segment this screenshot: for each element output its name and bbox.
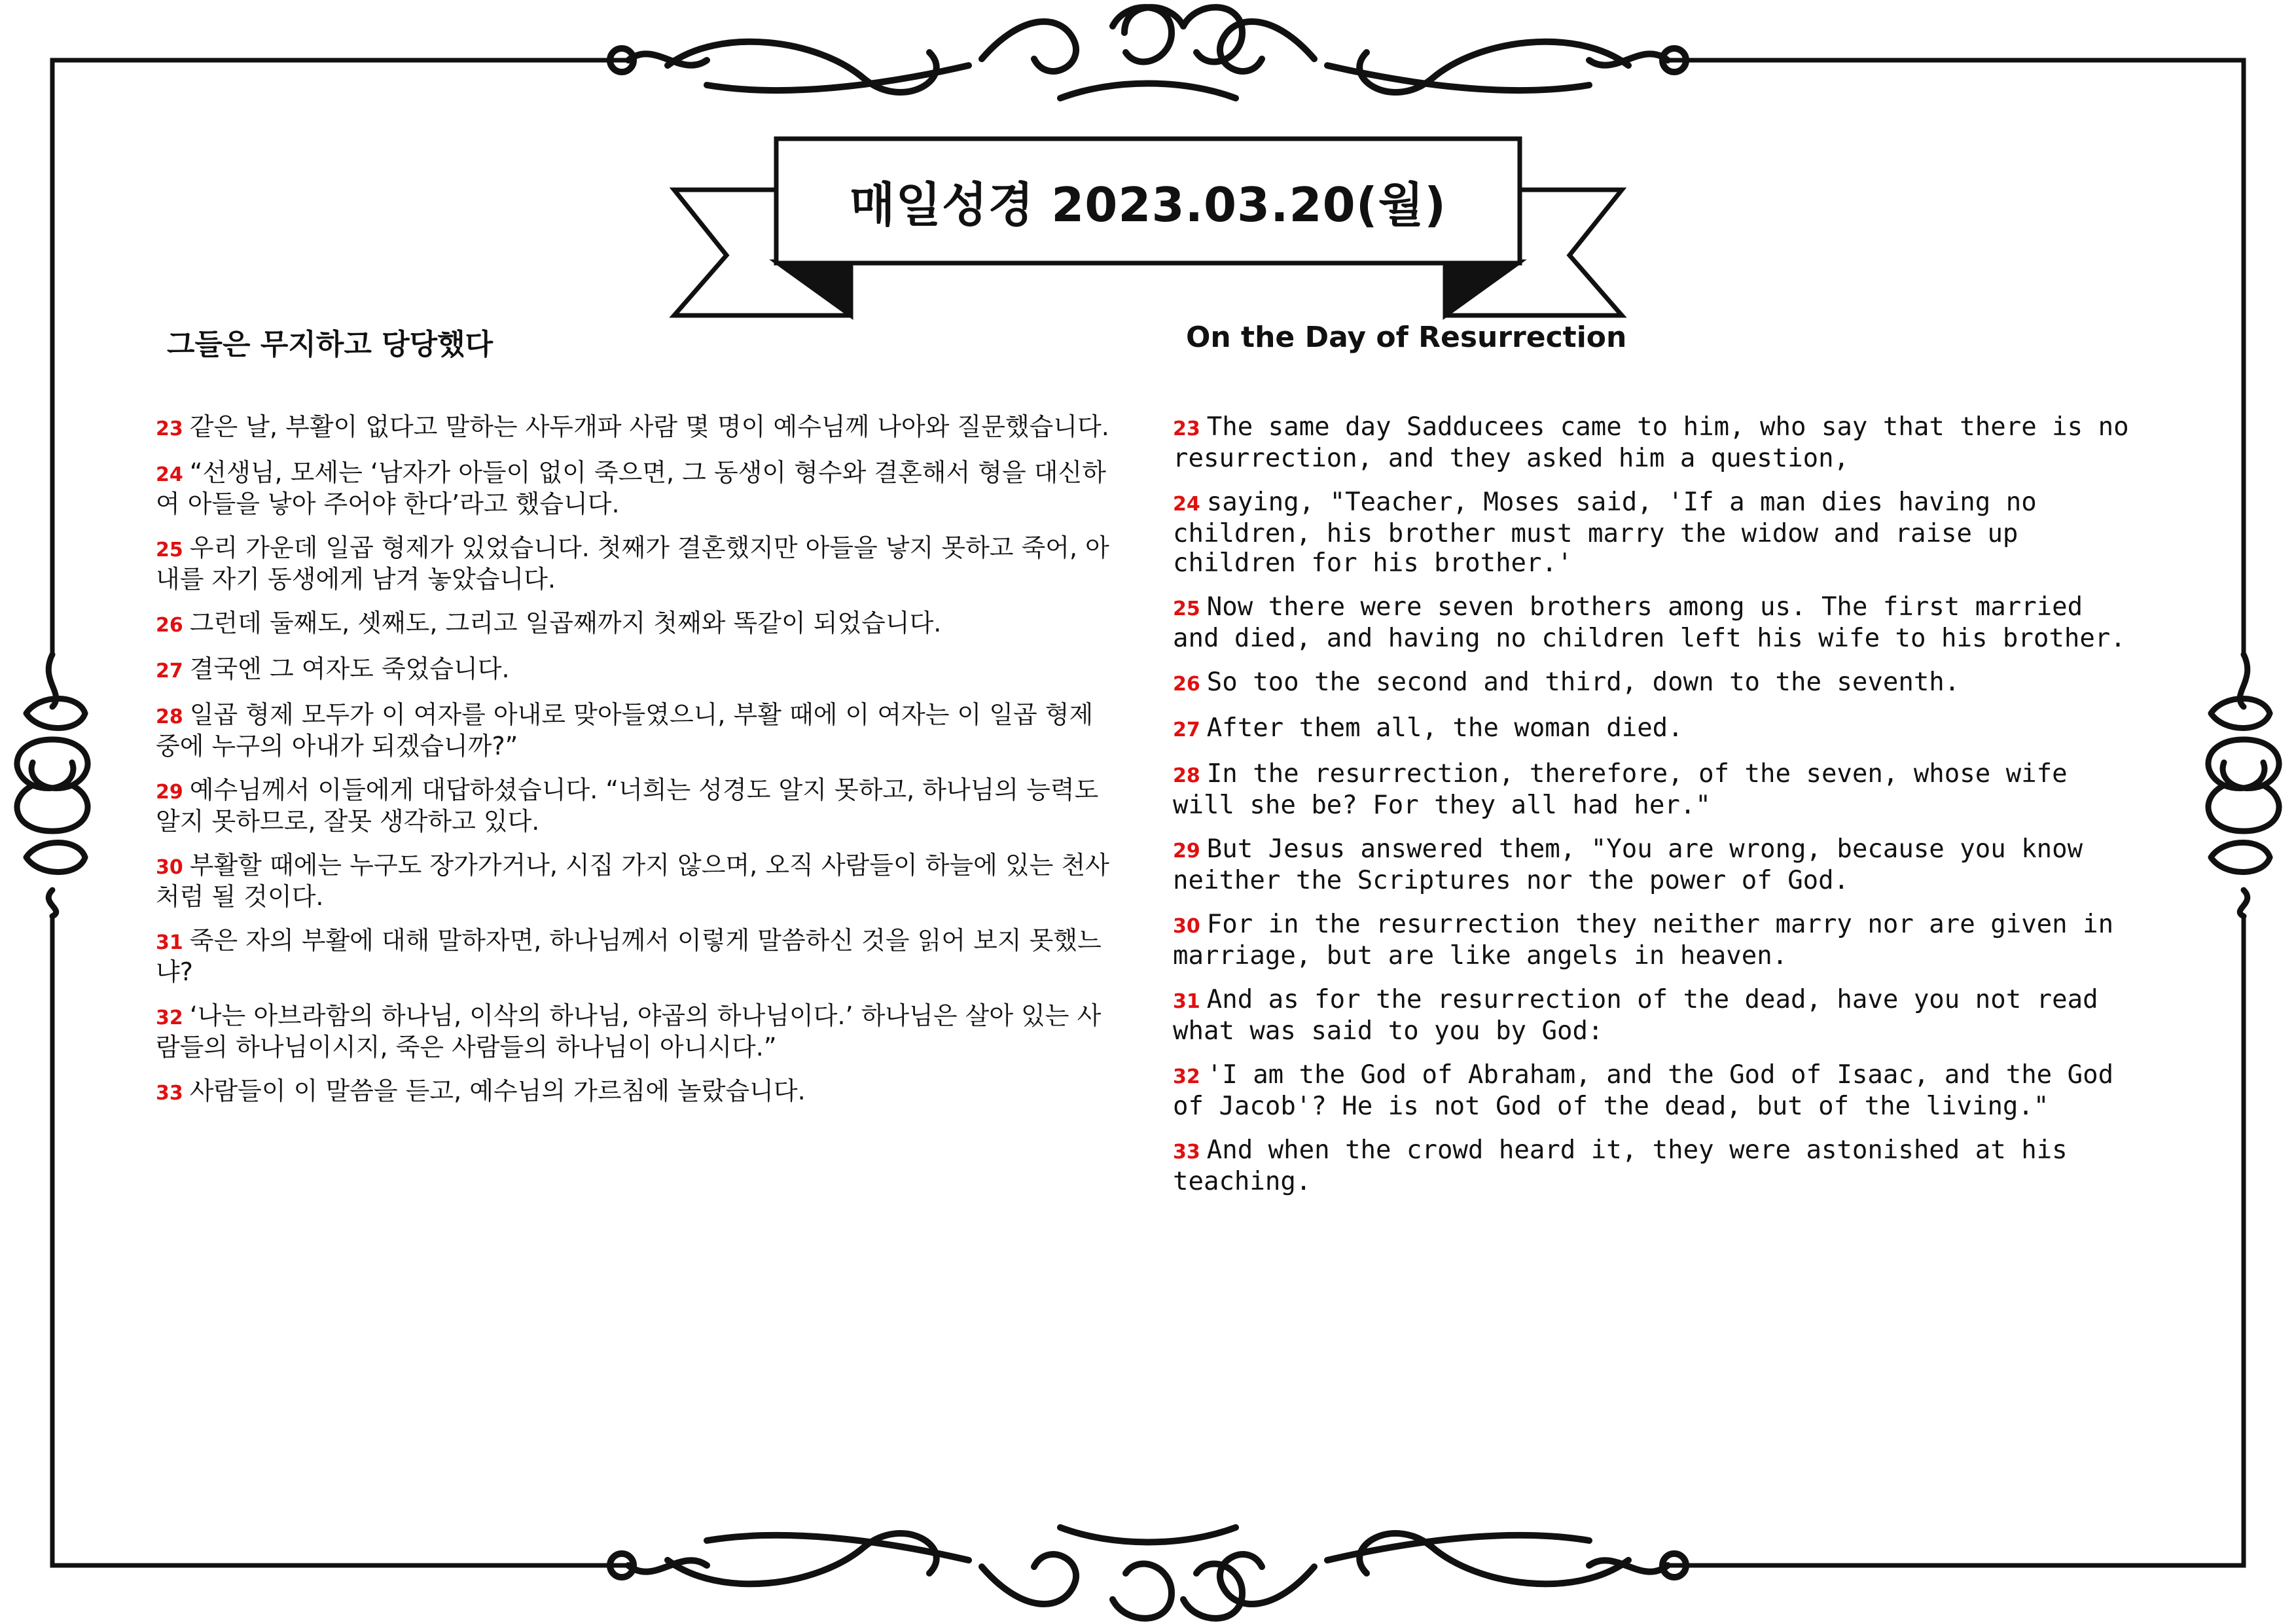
verse-number: 24	[156, 463, 183, 486]
verse-text: Now there were seven brothers among us. The first married and died, and having no children left his wife to his brother.	[1173, 592, 2126, 653]
english-verse-26	[1173, 668, 2142, 699]
korean-verse-28	[156, 700, 1111, 761]
english-verse-31	[1173, 985, 2142, 1046]
english-verse-29	[1173, 834, 2142, 895]
verse-text: But Jesus answered them, "You are wrong, because you know neither the Scriptures nor the power of God.	[1173, 834, 2083, 895]
english-verse-28	[1173, 759, 2142, 820]
korean-verse-29	[156, 776, 1111, 836]
verse-text: 예수님께서 이들에게 대답하셨습니다. “너희는 성경도 알지 못하고, 하나님의 능력도 알지 못하므로, 잘못 생각하고 있다.	[156, 776, 1099, 836]
english-verse-32	[1173, 1060, 2142, 1121]
english-verse-33	[1173, 1135, 2142, 1196]
korean-verse-30	[156, 851, 1111, 912]
verse-number: 23	[1173, 418, 1200, 440]
verse-number: 28	[1173, 764, 1200, 787]
verse-text: 결국엔 그 여자도 죽었습니다.	[189, 654, 510, 683]
korean-verse-column	[156, 412, 1111, 1122]
verse-number: 27	[156, 660, 183, 683]
verse-text: So too the second and third, down to the seventh.	[1206, 668, 1960, 697]
scroll-flourish-bottom-icon	[610, 1527, 1686, 1618]
verse-text: And as for the resurrection of the dead, have you not read what was said to you by God:	[1173, 985, 2098, 1046]
verse-number: 25	[156, 539, 183, 562]
verse-number: 29	[1173, 840, 1200, 863]
verse-number: 28	[156, 705, 183, 728]
verse-text: 같은 날, 부활이 없다고 말하는 사두개파 사람 몇 명이 예수님께 나아와 질문했습니다.	[189, 412, 1109, 441]
korean-verse-24	[156, 458, 1111, 519]
korean-verse-26	[156, 609, 1111, 640]
verse-number: 33	[156, 1082, 183, 1105]
korean-verse-23	[156, 412, 1111, 444]
verse-text: 부활할 때에는 누구도 장가가거나, 시집 가지 않으며, 오직 사람들이 하늘에 있는 천사처럼 될 것이다.	[156, 851, 1109, 911]
english-heading: On the Day of Resurrection	[1186, 321, 1627, 354]
verse-number: 26	[156, 614, 183, 637]
korean-verse-31	[156, 926, 1111, 987]
verse-text: “선생님, 모세는 ‘남자가 아들이 없이 죽으면, 그 동생이 형수와 결혼해서 형을 대신하여 아들을 낳아 주어야 한다’라고 했습니다.	[156, 458, 1106, 518]
verse-number: 27	[1173, 719, 1200, 741]
verse-text: 그런데 둘째도, 셋째도, 그리고 일곱째까지 첫째와 똑같이 되었습니다.	[189, 609, 942, 637]
korean-verse-27	[156, 654, 1111, 686]
verse-text: saying, "Teacher, Moses said, 'If a man dies having no children, his brother must marry the widow and raise up children for his brother.'	[1173, 488, 2037, 578]
verse-number: 29	[156, 781, 183, 804]
verse-text: After them all, the woman died.	[1206, 713, 1683, 743]
verse-number: 32	[1173, 1065, 1200, 1088]
verse-text: 우리 가운데 일곱 형제가 있었습니다. 첫째가 결혼했지만 아들을 낳지 못하고 죽어, 아내를 자기 동생에게 남겨 놓았습니다.	[156, 533, 1109, 594]
scroll-flourish-top-icon	[610, 7, 1686, 98]
verse-number: 25	[1173, 597, 1200, 620]
verse-number: 23	[156, 418, 183, 440]
korean-verse-25	[156, 533, 1111, 594]
verse-text: 'I am the God of Abraham, and the God of Isaac, and the God of Jacob'? He is not God of the dead, but of the living."	[1173, 1060, 2114, 1121]
verse-number: 31	[1173, 990, 1200, 1013]
english-verse-24	[1173, 488, 2142, 578]
verse-text: 사람들이 이 말씀을 듣고, 예수님의 가르침에 놀랐습니다.	[189, 1077, 806, 1105]
english-verse-30	[1173, 910, 2142, 971]
verse-text: For in the resurrection they neither marry nor are given in marriage, but are like angels in heaven.	[1173, 910, 2114, 971]
english-verse-27	[1173, 713, 2142, 745]
verse-number: 30	[1173, 915, 1200, 938]
page-title: 매일성경 2023.03.20(월)	[849, 177, 1447, 232]
verse-text: 일곱 형제 모두가 이 여자를 아내로 맞아들였으니, 부활 때에 이 여자는 이 일곱 형제 중에 누구의 아내가 되겠습니까?”	[156, 700, 1094, 760]
verse-number: 33	[1173, 1141, 1200, 1164]
verse-number: 26	[1173, 673, 1200, 696]
korean-verse-33	[156, 1077, 1111, 1108]
verse-text: And when the crowd heard it, they were astonished at his teaching.	[1173, 1135, 2068, 1196]
korean-heading: 그들은 무지하고 당당했다	[167, 328, 493, 361]
verse-text: ‘나는 아브라함의 하나님, 이삭의 하나님, 야곱의 하나님이다.’ 하나님은 살아 있는 사람들의 하나님이시지, 죽은 사람들의 하나님이 아니시다.”	[156, 1001, 1102, 1061]
korean-verse-32	[156, 1001, 1111, 1062]
verse-number: 30	[156, 856, 183, 879]
verse-number: 31	[156, 931, 183, 954]
heart-scroll-left-icon	[17, 654, 88, 916]
english-verse-23	[1173, 412, 2142, 473]
verse-text: In the resurrection, therefore, of the seven, whose wife will she be? For they all had her."	[1173, 759, 2068, 820]
verse-number: 24	[1173, 493, 1200, 516]
heart-scroll-right-icon	[2208, 654, 2279, 916]
english-verse-column	[1173, 412, 2142, 1211]
english-verse-25	[1173, 592, 2142, 653]
verse-text: The same day Sadducees came to him, who say that there is no resurrection, and they asked him a question,	[1173, 412, 2129, 473]
verse-number: 32	[156, 1007, 183, 1029]
verse-text: 죽은 자의 부활에 대해 말하자면, 하나님께서 이렇게 말씀하신 것을 읽어 보지 못했느냐?	[156, 926, 1102, 986]
